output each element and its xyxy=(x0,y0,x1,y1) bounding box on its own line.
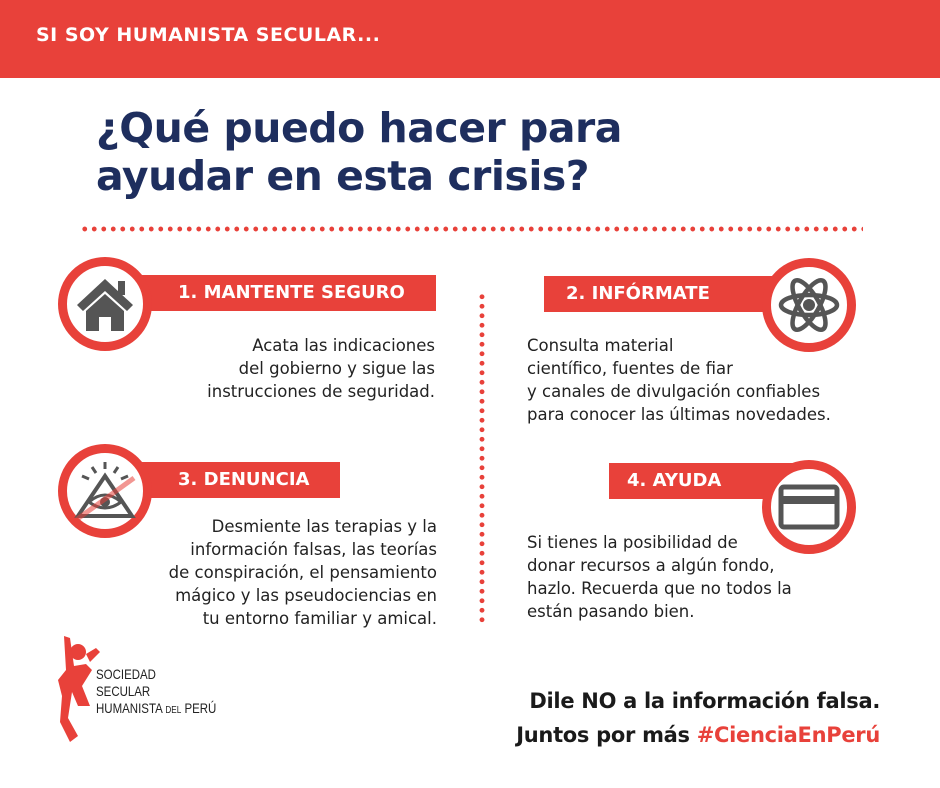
label-mantente-seguro: 1. MANTENTE SEGURO xyxy=(140,275,436,311)
label-informate: 2. INFÓRMATE xyxy=(544,276,794,312)
hashtag: #CienciaEnPerú xyxy=(696,723,880,747)
top-banner xyxy=(0,0,940,78)
item-4-description: Si tienes la posibilidad de donar recursos a algún fondo, hazlo. Recuerda que no todos la están pasando bien. xyxy=(527,533,792,621)
crossed-eye-pyramid-icon xyxy=(72,458,138,524)
item-1-description: Acata las indicaciones del gobierno y sigue las instrucciones de seguridad. xyxy=(207,336,435,401)
label-denuncia: 3. DENUNCIA xyxy=(140,462,340,498)
credit-card-icon xyxy=(777,475,841,539)
item-3-description: Desmiente las terapias y la información falsas, las teorías de conspiración, el pensamiento mágico y las pseudociencias en tu entorno familiar y amical. xyxy=(168,517,437,628)
item-1-circle xyxy=(58,257,152,351)
item-2-description: Consulta material científico, fuentes de fiar y canales de divulgación confiables para conocer las últimas novedades. xyxy=(527,336,831,424)
organization-name: SOCIEDAD SECULAR HUMANISTA DEL PERÚ xyxy=(96,666,217,716)
horizontal-dotted-divider xyxy=(80,225,863,233)
house-icon xyxy=(74,273,136,335)
banner-text: SI SOY HUMANISTA SECULAR... xyxy=(36,24,381,46)
label-ayuda: 4. AYUDA xyxy=(609,463,794,499)
page-title xyxy=(96,104,816,200)
title-line-1: ¿Qué puedo hacer para xyxy=(96,104,622,152)
vertical-dotted-divider xyxy=(478,292,486,624)
footer-tagline: Dile NO a la información falsa. Juntos por más #CienciaEnPerú xyxy=(516,689,880,747)
item-3-circle xyxy=(58,444,152,538)
atom-icon xyxy=(777,273,841,337)
title-line-2: ayudar en esta crisis? xyxy=(96,152,590,200)
